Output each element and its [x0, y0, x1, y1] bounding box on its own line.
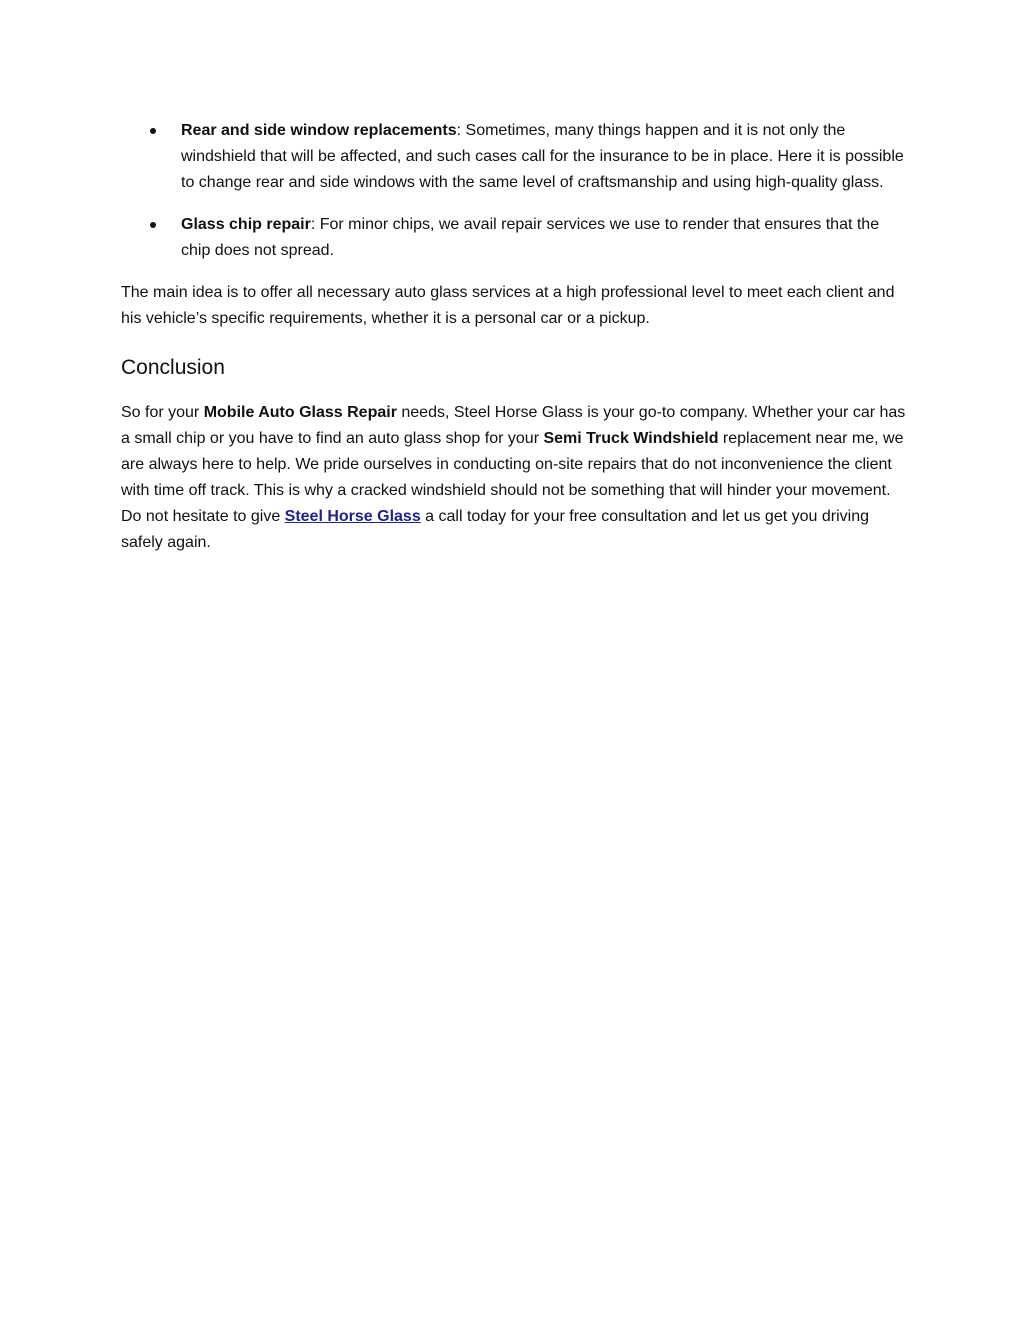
conclusion-bold-mobile-repair: Mobile Auto Glass Repair [203, 404, 397, 421]
bullet-item-glass-chip-repair [121, 212, 906, 264]
conclusion-paragraph [121, 400, 906, 556]
bullet-dot-icon [150, 222, 156, 228]
bullet-text: : Sometimes, many things happen and it is not only the windshield that will be affected, and such cases call for the insurance to be in place. Here it is possible to change rear and side windows with the same level of craftsmanship and using high-quality glass. [181, 122, 904, 191]
bullet-item-rear-side-windows [121, 118, 906, 196]
bullet-term: Rear and side window replacements [181, 122, 457, 139]
bullet-term: Glass chip repair [181, 216, 311, 233]
bullet-dot-icon [150, 128, 156, 134]
steel-horse-glass-link[interactable]: Steel Horse Glass [284, 508, 421, 525]
main-idea-paragraph: The main idea is to offer all necessary auto glass services at a high professional level to meet each client and his vehicle’s specific requirements, whether it is a personal car or a pickup. [121, 284, 895, 327]
conclusion-text-4: a call today for your free consultation and let us get you driving safely again. [121, 508, 869, 551]
conclusion-heading: Conclusion [121, 356, 225, 379]
bullet-text: : For minor chips, we avail repair services we use to render that ensures that the chip does not spread. [181, 216, 880, 259]
conclusion-text-1: So for your [121, 404, 204, 421]
conclusion-bold-semi-truck: Semi Truck Windshield [543, 430, 719, 447]
conclusion-text-3: replacement near me, we are always here to help. We pride ourselves in conducting on-site repairs that do not inconvenience the client with time off track. This is why a cracked windshield should not be something that will hinder your movement. Do not hesitate to give [121, 430, 904, 525]
services-bullet-list [121, 118, 906, 264]
conclusion-text-2: needs, Steel Horse Glass is your go-to company. Whether your car has a small chip or you have to find an auto glass shop for your [121, 404, 906, 447]
document-page [121, 118, 906, 556]
